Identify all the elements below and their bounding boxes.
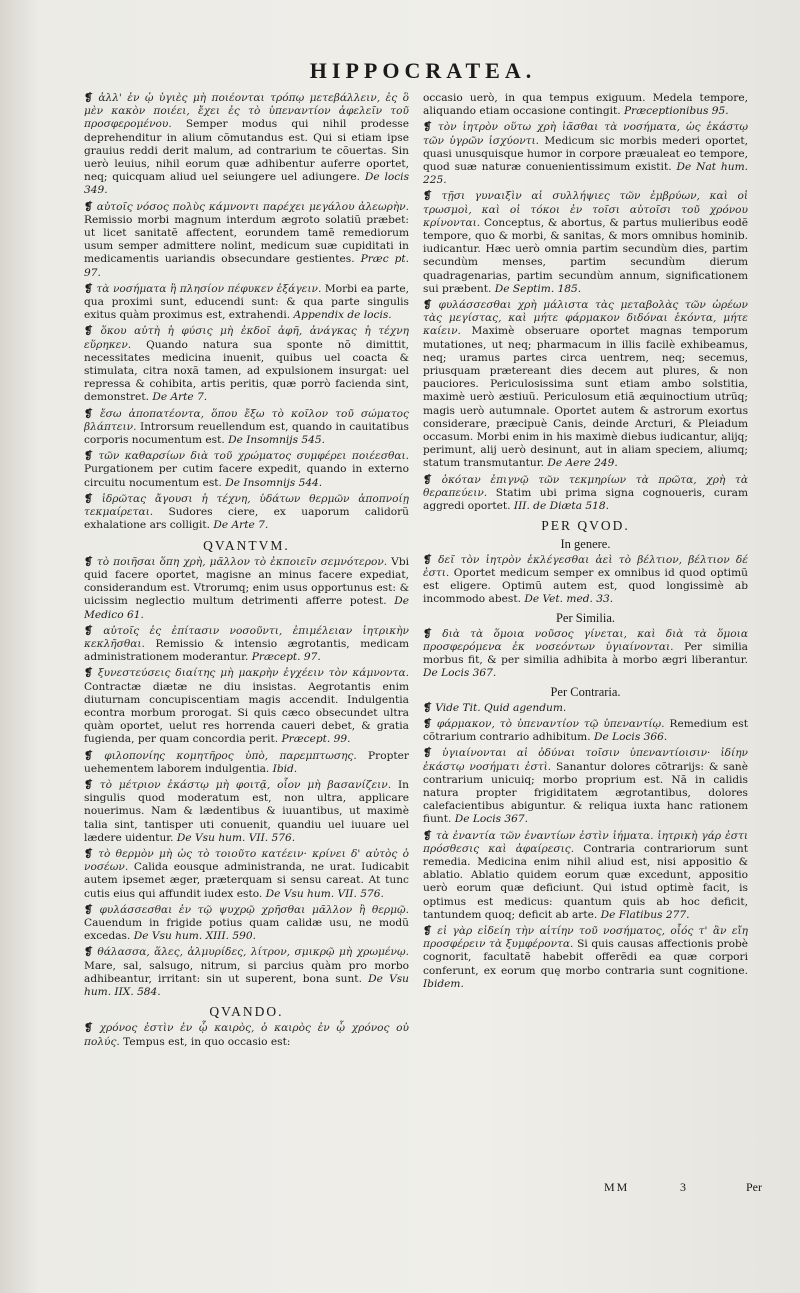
section-heading-per-quod: PER QVOD. [541, 518, 630, 534]
section-heading-quantum: QVANTVM. [203, 537, 290, 553]
entry: occasio uerò, in qua tempus exiguum. Medela tempore, aliquando etiam occasione contingit. Præceptionibus 95. [423, 92, 748, 118]
subheading-per-contraria: Per Contraria. [550, 684, 621, 699]
entry: ❡ τὸν ἰητρὸν οὕτω χρὴ ἰᾶσθαι τὰ νοσήματα, ὡς ἑκάστῳ τῶν ὑγρῶν ἰσχύοντι. Medicum sic morbis mederi oportet, quasi unusquisque humor in corpore præualeat eo tempore, quod suæ naturæ conuenientissimum existit. De Nat hum. 225. [423, 121, 748, 187]
entry: ❡ χρόνος ἐστὶν ἐν ᾧ καιρὸς, ὁ καιρὸς ἐν ᾧ χρόνος οὐ πολύς. Tempus est, in quo occasio est: [84, 1022, 409, 1048]
section-heading-quando: QVANDO. [209, 1004, 284, 1020]
entry: ❡ ὅκου αὐτὴ ἡ φύσις μὴ ἐκδοῖ ἀφῆ, ἀνάγκας ἡ τέχνη εὕρηκεν. Quando natura sua sponte nõ dimittit, necessitates medicina inuenit, quibus uel coacta & stimulata, citra noxã tamen, ad expulsionem insurgat: uel repressa & cohibita, artis peritis, quæ porrò facienda sint, demonstret. De Arte 7. [84, 325, 409, 404]
signature-mark: MM [604, 1180, 630, 1194]
signature-number: 3 [680, 1180, 686, 1194]
entry: ❡ ὑγιαίνονται αἱ ὀδύναι τοῖσιν ὑπεναντίοισιν· ἰδίην ἑκάστῳ νοσήματι ἐστὶ. Sanantur dolores cõtrarijs: & sanè contrarium unicuiq; morbo proprium est. Nã in calidis natura propter frigiditatem ægrotantibus, dolores calefacientibus abiguntur. & reliqua iuxta hanc rationem fiunt. De Locis 367. [423, 747, 748, 826]
entry: ❡ ἀλλ' ἐν ᾧ ὑγιὲς μὴ ποιέονται τρόπῳ μετεβάλλειν, ἐς ὃ μὲν κακὸν ποιέει, ἔχει ἐς τὸ ὑπεναντίον ἀφελεῖν τοῦ προσφερομένου. Semper modus qui nihil prodesse deprehenditur in alium cõmutandus est. Qui si etiam ipse grauius reddi derit malum, ad contrarium te cõuertas. Sin uerò leuius, nihil eorum quæ adhibentur auferre oportet, neq; quicquam aliud uel seiungere uel adiungere. De locis 349. [84, 92, 409, 197]
entry: ❡ τὰ νοσήματα ἢ πλησίον πέφυκεν ἐξάγειν. Morbi ea parte, qua proximi sunt, educendi sunt: & qua parte singulis exitus quàm proximus est, extrahendi. Appendix de locis. [84, 282, 409, 322]
entry: ❡ Vide Tit. Quid agendum. [423, 701, 567, 714]
entry: ❡ φάρμακον, τὸ ὑπεναντίον τῷ ὑπεναντίῳ. Remedium est cõtrarium contrario adhibitum. De Locis 366. [423, 717, 748, 744]
entry: ❡ τὸ θερμὸν μὴ ὡς τὸ τοιοῦτο κατέειν· κρίνει δ' αὐτὸς ὁ νοσέων. Calida eousque administranda, ne urat. Iudicabit autem ipsemet æger, præterquam si sensu careat. At tunc cutis eius qui affundit iudex esto. De Vsu hum. VII. 576. [84, 847, 409, 900]
entry: ❡ τῶν καθαρσίων διὰ τοῦ χρώματος συμφέρει ποιέεσθαι. Purgationem per cutim facere expedit, quando in externo circuitu nocumentum est. De Insomnijs 544. [84, 450, 409, 489]
subheading-in-genere: In genere. [560, 536, 611, 551]
entry: ❡ ἱδρῶτας ἄγουσι ἡ τέχνη, ὑδάτων θερμῶν ἀποπνοίῃ τεκμαίρεται. Sudores ciere, ex uaporum calidorũ exhalatione ars colligit. De Arte 7. [84, 492, 409, 532]
entry: ❡ φυλάσσεσθαι χρὴ μάλιστα τὰς μεταβολὰς τῶν ὡρέων τὰς μεγίστας, καὶ μήτε φάρμακον διδόναι ἑκόντα, μήτε καίειν. Maximè obseruare oportet magnas temporum mutationes, ut neq; pharmacum in illis facilè exhibeamus, neq; uramus partes circa uentrem, neq; secemus, priusquam prætereant dies decem aut plures, & non pauciores. Periculosissima sunt etiam ambo solstitia, maximè uerò æstiuũ. Periculosum etiã æquinoctium utrũq; magis uerò autumnale. Oportet autem & astrorum exortus considerare, præcipuè Canis, deinde Arcturi, & Pleiadum occasum. Morbi enim in his maximè diebus iudicantur, alijq; perimunt, alij uerò desinunt, aut in aliam speciem, aliumq; statum transmutantur. De Aere 249. [423, 299, 748, 470]
running-head: HIPPOCRATEA. [309, 58, 537, 83]
entry: ❡ ὁκόταν ἐπιγνῷ τῶν τεκμηρίων τὰ πρῶτα, χρὴ τὰ θεραπεύειν. Statim ubi prima signa cognoueris, curam aggredi oportet. III. de Diæta 518. [423, 473, 748, 513]
entry: ❡ ἔσω ἀποπατέοντα, ὅπου ἔξω τὸ κοῖλον τοῦ σώματος βλάπτειν. Introrsum reuellendum est, quando in cauitatibus corporis nocumentum est. De Insomnijs 545. [84, 407, 409, 447]
entry: ❡ τὰ ἐναντία τῶν ἐναντίων ἐστὶν ἰήματα. ἰητρικὴ γάρ ἐστι πρόσθεσις καὶ ἀφαίρεσις. Contraria contrariorum sunt remedia. Medicina enim nihil aliud est, nisi appositio & ablatio. Ablatio quidem eorum quæ excedunt, appositio uerò eorum quæ deficiunt. Qui istud optimè facit, is optimus est medicus: quantum quis ab hoc deficit, tantundem quoq; deficit ab arte. De Flatibus 277. [423, 829, 748, 921]
entry: ❡ αὐτοῖς ἐς ἐπίτασιν νοσοῦντι, ἐπιμέλειαν ἰητρικὴν κεκλῆσθαι. Remissio & intensio ægrotantis, medicam administrationem moderantur. Præcept. 97. [84, 624, 409, 664]
entry: ❡ τῇσι γυναιξὶν αἱ συλλήψιες τῶν ἐμβρύων, καὶ οἱ τρωσμοὶ, καὶ οἱ τόκοι ἐν τοῖσι αὐτοῖσι τοῦ χρόνου κρίνονται. Conceptus, & abortus, & partus mulieribus eodẽ tempore, quo & morbi, & sanitas, & mors omnibus hominib. iudicantur. Hæc uerò omnia partim secundùm dies, partim secundùm menses, partim secundùm dierum quadragenarias, partim secundùm annum, significationem sui præbent. De Septim. 185. [423, 190, 748, 295]
entry: ❡ δεῖ τὸν ἰητρὸν ἐκλέγεσθαι ἀεὶ τὸ βέλτιον, βέλτιον δέ ἐστι. Oportet medicum semper ex omnibus id quod optimũ est eligere. Optimũ autem est, quod longissimè ab incommodo abest. De Vet. med. 33. [423, 553, 748, 606]
entry: ❡ αὐτοῖς νόσος πολὺς κάμνοντι παρέχει μεγάλου ἀλεωρὴν. Remissio morbi magnum interdum ægroto solatiũ præbet: ut licet sanitatẽ affectent, eorundem tamẽ remediorum usum semper admittere nolint, medicum suæ cupiditati in medicamentis uariandis obsecundare gestientes. Præc pt. 97. [84, 200, 409, 279]
catchword: Per [746, 1180, 762, 1194]
entry: ❡ διὰ τὰ ὅμοια νοῦσος γίνεται, καὶ διὰ τὰ ὅμοια προσφερόμενα ἐκ νοσεόντων ὑγιαίνονται. Per similia morbus fit, & per similia adhibita à morbo ægri liberantur. De Locis 367. [423, 627, 748, 680]
page-footer [84, 1180, 762, 1200]
entry: ❡ εἰ γὰρ εἰδείη τὴν αἰτίην τοῦ νοσήματος, οἷός τ' ἂν εἴη προσφέρειν τὰ ξυμφέροντα. Si quis causas affectionis probè cognorit, facultatẽ habebit offerẽdi ea quæ corpori conferunt, ex eorum quę morbo contraria sunt cognitione. Ibidem. [423, 924, 748, 990]
left-column [84, 92, 409, 1197]
entry: ❡ φιλοπονίης κομητῆρος ὑπὸ, παρεμπτωσης. Propter uehementem laborem indulgentia. Ibid. [84, 749, 409, 775]
entry: ❡ θάλασσα, ἅλες, ἁλμυρίδες, λίτρον, σμικρῷ μὴ χρωμένῳ. Mare, sal, salsugo, nitrum, si parcius quàm pro morbo adhibeantur, irritant: sin ut superent, bona sunt. De Vsu hum. IIX. 584. [84, 946, 409, 998]
entry: ❡ τὸ ποιῆσαι ὅπη χρὴ, μᾶλλον τὸ ἐκποιεῖν σεμνότερον. Vbi quid facere oportet, magisne an minus facere expediat, considerandum est. Vtrorumq; enim usus opportunus est: & uicissim neglectio multum detrimenti afferre potest. De Medico 61. [84, 555, 409, 621]
entry: ❡ ξυνεστεύσεις διαίτης μὴ μακρὴν ἐγχέειν τὸν κάμνοντα. Contractæ diætæ ne diu insistas. Aegrotantis enim diuturnam concupiscentiam magis accendit. Indulgentia econtra morbum prorogat. Si quis cæco obsecundet ultra quàm oportet, uelut res horrenda caueri debet, & gratia fugienda, per quam concordia perit. Præcept. 99. [84, 667, 409, 746]
subheading-per-similia: Per Similia. [555, 610, 616, 625]
right-column [423, 92, 748, 1197]
entry: ❡ φυλάσσεσθαι ἐν τῷ ψυχρῷ χρῆσθαι μᾶλλον ἢ θερμῷ. Cauendum in frigide potius quam calidæ usu, ne modũ excedas. De Vsu hum. XIII. 590. [84, 903, 409, 943]
text-columns [84, 92, 762, 1197]
entry: ❡ τὸ μέτριον ἐκάστῳ μὴ φοιτᾷ, οἷον μὴ βασανίζειν. In singulis quod moderatum est, non ultra, applicare nouerimus. Nam & lædentibus & iuuantibus, ut maximè talia sint, tantisper uti conuenit, quandiu uel iuuare uel lædere uidentur. De Vsu hum. VII. 576. [84, 778, 409, 844]
